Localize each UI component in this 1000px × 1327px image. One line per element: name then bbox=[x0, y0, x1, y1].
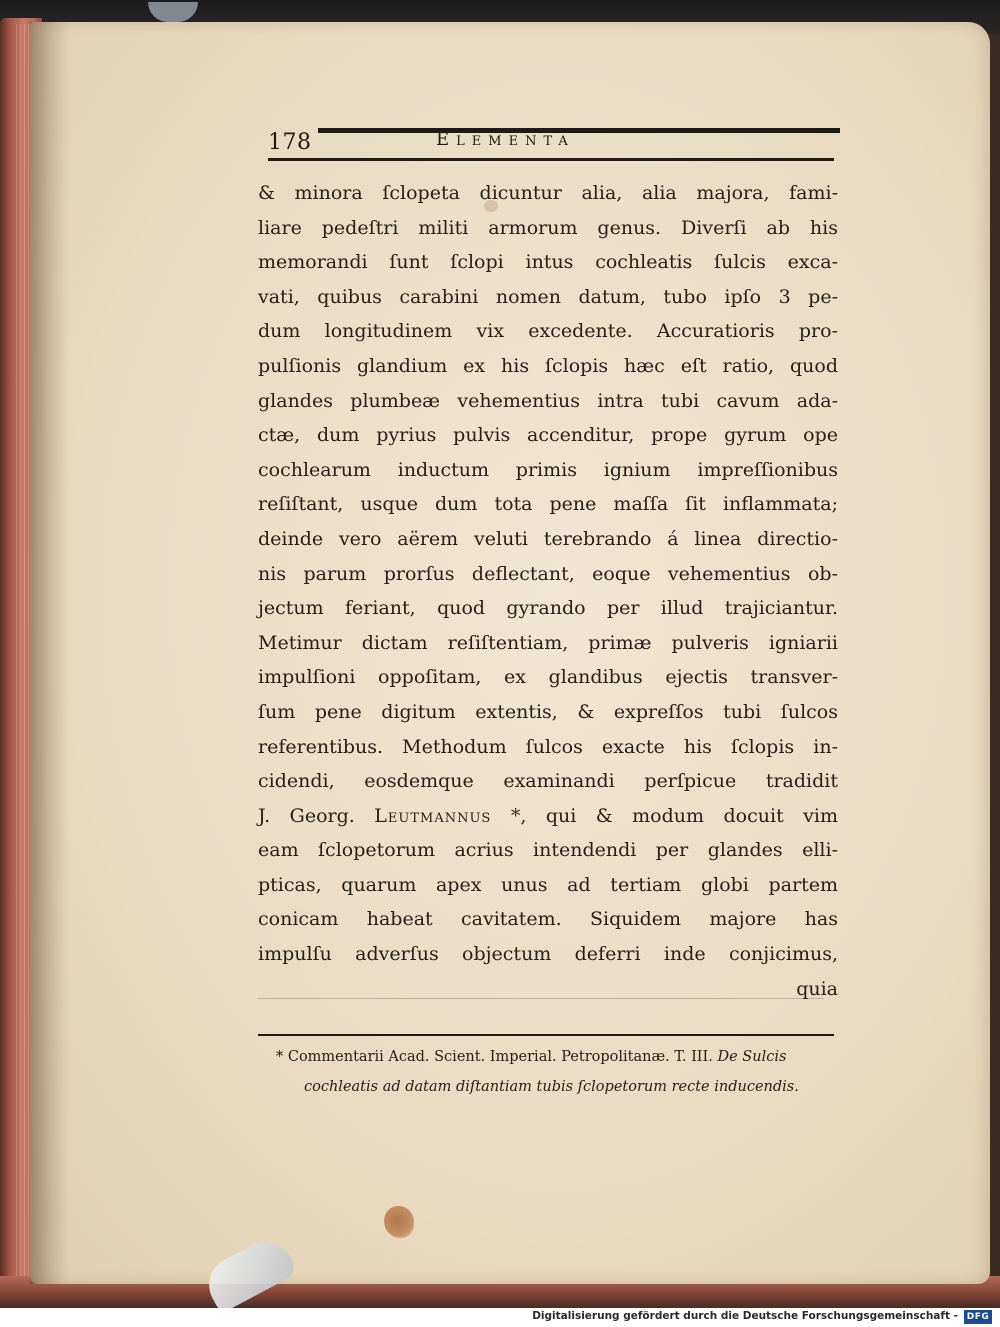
text-line: reſiſtant, usque dum tota pene maſſa ſit inflammata; bbox=[258, 493, 838, 516]
footnote-rule bbox=[258, 1034, 834, 1036]
author-prefix: J. Georg. bbox=[258, 804, 355, 827]
text-line: ſum pene digitum extentis, & expreſſos tubi ſulcos bbox=[258, 700, 838, 723]
text-line: eam ſclopetorum acrius intendendi per glandes elli- bbox=[258, 839, 838, 862]
author-name: Leutmannus bbox=[374, 804, 492, 827]
text-line: pticas, quarum apex unus ad tertiam globi partem bbox=[258, 873, 838, 896]
faint-rule bbox=[258, 998, 824, 999]
author-suffix: *, qui & modum docuit vim bbox=[510, 804, 839, 827]
gutter-shadow bbox=[30, 22, 70, 1284]
footnote-title-start: De Sulcis bbox=[717, 1049, 787, 1065]
body-text bbox=[258, 176, 838, 1006]
text-line: liare pedeſtri militi armorum genus. Diverſi ab his bbox=[258, 216, 838, 239]
footnote bbox=[276, 1042, 842, 1102]
text-line: deinde vero aërem veluti terebrando á linea directio- bbox=[258, 527, 838, 550]
running-head: Elementa bbox=[436, 129, 575, 150]
footnote-citation: * Commentarii Acad. Scient. Imperial. Petropolitanæ. T. III. bbox=[276, 1049, 713, 1065]
footnote-line-1 bbox=[276, 1042, 842, 1072]
text-line: pulſionis glandium ex his ſclopis hæc eſt ratio, quod bbox=[258, 354, 838, 377]
text-line: cidendi, eosdemque examinandi perſpicue tradidit bbox=[258, 770, 838, 793]
digitization-credit: Digitalisierung gefördert durch die Deutsche Forschungsgemeinschaft - bbox=[532, 1310, 958, 1322]
dfg-logo: DFG bbox=[964, 1310, 992, 1324]
footnote-line-2: cochleatis ad datam diſtantiam tubis ſclopetorum recte inducendis. bbox=[304, 1079, 799, 1095]
text-line: referentibus. Methodum ſulcos exacte his ſclopis in- bbox=[258, 735, 838, 758]
text-line: cochlearum inductum primis ignium impreſſionibus bbox=[258, 458, 838, 481]
text-line-author bbox=[258, 799, 838, 834]
text-line: & minora ſclopeta dicuntur alia, alia majora, fami- bbox=[258, 182, 838, 204]
foxing-stain bbox=[384, 1206, 414, 1238]
text-line: impulſu adverſus objectum deferri inde conjicimus, bbox=[258, 943, 838, 966]
header-rule-top bbox=[318, 128, 840, 133]
text-line: Metimur dictam reſiſtentiam, primæ pulveris igniarii bbox=[258, 631, 838, 654]
header-rule-bottom bbox=[268, 158, 834, 161]
text-line: jectum feriant, quod gyrando per illud trajiciantur. bbox=[258, 597, 838, 620]
text-line: impulſioni oppoſitam, ex glandibus ejectis transver- bbox=[258, 666, 838, 689]
text-line: ctæ, dum pyrius pulvis accenditur, prope gyrum ope bbox=[258, 424, 838, 447]
text-line: dum longitudinem vix excedente. Accuratioris pro- bbox=[258, 320, 838, 343]
text-line: glandes plumbeæ vehementius intra tubi cavum ada- bbox=[258, 389, 838, 412]
catchword: quia bbox=[796, 977, 838, 1000]
text-line: conicam habeat cavitatem. Siquidem majore has bbox=[258, 908, 838, 931]
text-line: memorandi ſunt ſclopi intus cochleatis ſulcis exca- bbox=[258, 251, 838, 274]
page-number: 178 bbox=[268, 130, 312, 155]
text-line: nis parum prorſus deflectant, eoque vehementius ob- bbox=[258, 562, 838, 585]
text-line: vati, quibus carabini nomen datum, tubo ipſo 3 pe- bbox=[258, 285, 838, 308]
